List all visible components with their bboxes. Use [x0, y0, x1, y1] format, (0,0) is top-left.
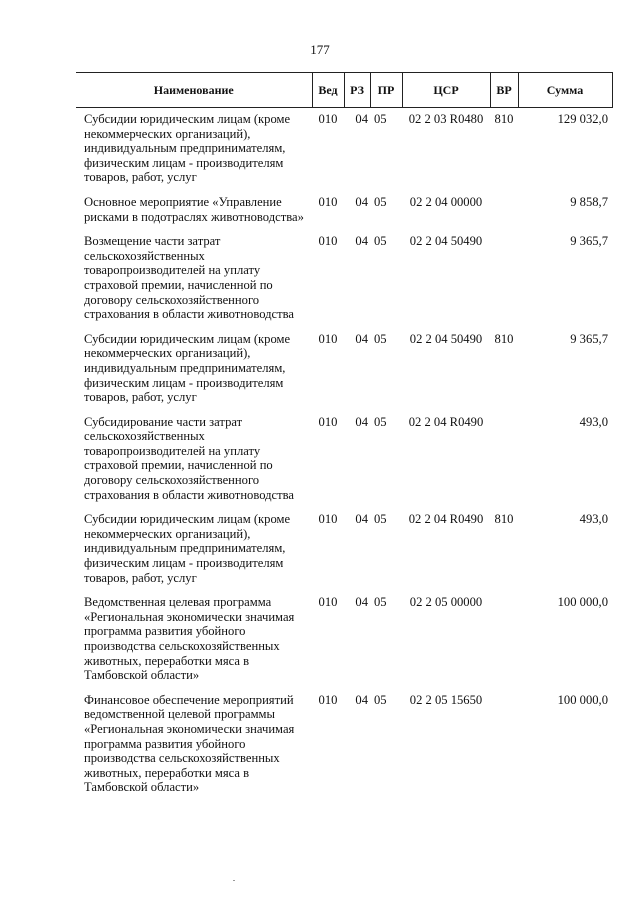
table-row: [76, 508, 612, 591]
budget-table: [76, 72, 613, 801]
row-vr: [490, 591, 518, 689]
row-csr: 02 2 04 50490: [409, 331, 483, 346]
row-vr: [490, 230, 518, 328]
row-csr: 02 2 04 R0490: [408, 414, 484, 429]
table-row: [76, 689, 612, 801]
row-ved: 010: [318, 595, 338, 610]
row-name: Возмещение части затрат сельскохозяйственных товаропроизводителей на уплату страховой премии, начисленной по договору сельскохозяйственного страхования в области животноводства: [84, 234, 295, 322]
row-csr: 02 2 04 50490: [409, 234, 483, 249]
table-row: [76, 191, 612, 230]
row-sum: 129 032,0: [557, 112, 608, 126]
row-ved: 010: [318, 234, 338, 249]
row-vr: [490, 411, 518, 509]
table-row: [76, 230, 612, 328]
row-vr: [490, 191, 518, 230]
budget-table-container: [76, 72, 612, 801]
row-ved: 010: [318, 194, 338, 209]
row-sum: 100 000,0: [557, 692, 608, 707]
row-pr: 05: [374, 512, 387, 527]
row-rz: 04: [355, 595, 368, 610]
header-vr: ВР: [490, 73, 518, 108]
row-name: Ведомственная целевая программа «Региональная экономически значимая программа развития убойного производства сельскохозяйственных животных, переработки мяса в Тамбовской области»: [84, 595, 295, 683]
row-sum: 493,0: [579, 414, 608, 429]
row-vr: 810: [494, 112, 514, 126]
row-csr: 02 2 03 R0480: [408, 112, 484, 126]
row-pr: 05: [374, 234, 387, 249]
row-sum: 100 000,0: [557, 595, 608, 610]
row-sum: 9 365,7: [570, 331, 608, 346]
table-row: [76, 411, 612, 509]
table-row: [76, 591, 612, 689]
header-csr: ЦСР: [402, 73, 490, 108]
header-row: [76, 73, 612, 108]
row-rz: 04: [355, 692, 368, 707]
table-header: [76, 73, 612, 108]
row-rz: 04: [355, 234, 368, 249]
page-number: 177: [310, 42, 330, 57]
row-pr: 05: [374, 595, 387, 610]
row-vr: 810: [494, 331, 514, 346]
row-name: Субсидии юридическим лицам (кроме некоммерческих организаций), индивидуальным предпринимателям, физическим лицам - производителям товаров, работ, услуг: [84, 331, 291, 405]
row-sum: 9 858,7: [570, 194, 608, 209]
row-name: Субсидирование части затрат сельскохозяйственных товаропроизводителей на уплату страховой премии, начисленной по договору сельскохозяйственного страхования в области животноводства: [84, 414, 295, 502]
row-name: Субсидии юридическим лицам (кроме некоммерческих организаций), индивидуальным предпринимателям, физическим лицам - производителям товаров, работ, услуг: [84, 512, 291, 585]
row-vr: 810: [494, 512, 514, 527]
row-csr: 02 2 05 00000: [409, 595, 483, 610]
row-rz: 04: [355, 512, 368, 527]
header-rz: РЗ: [344, 73, 370, 108]
header-pr: ПР: [370, 73, 402, 108]
table-row: [76, 108, 612, 191]
row-rz: 04: [355, 331, 368, 346]
header-sum: Сумма: [518, 73, 612, 108]
table-row: [76, 328, 612, 411]
row-name: Основное мероприятие «Управление рисками в подотраслях животноводства»: [84, 194, 304, 224]
row-pr: 05: [374, 112, 387, 126]
row-ved: 010: [318, 112, 338, 126]
row-csr: 02 2 04 R0490: [408, 512, 484, 527]
row-rz: 04: [355, 194, 368, 209]
row-ved: 010: [318, 512, 338, 527]
row-sum: 493,0: [579, 512, 608, 527]
scan-speck: [233, 880, 235, 881]
row-ved: 010: [318, 331, 338, 346]
row-sum: 9 365,7: [570, 234, 608, 249]
row-pr: 05: [374, 194, 387, 209]
row-ved: 010: [318, 414, 338, 429]
row-vr: [490, 689, 518, 801]
row-pr: 05: [374, 692, 387, 707]
row-name: Финансовое обеспечение мероприятий ведомственной целевой программы «Региональная экономически значимая программа развития убойного производства сельскохозяйственных животных, переработки мяса в Тамбовской области»: [84, 692, 295, 795]
row-ved: 010: [318, 692, 338, 707]
row-rz: 04: [355, 414, 368, 429]
table-body: [76, 108, 612, 801]
header-ved: Вед: [312, 73, 344, 108]
row-rz: 04: [355, 112, 368, 126]
row-pr: 05: [374, 331, 387, 346]
row-pr: 05: [374, 414, 387, 429]
row-name: Субсидии юридическим лицам (кроме некоммерческих организаций), индивидуальным предпринимателям, физическим лицам - производителям товаров, работ, услуг: [84, 112, 291, 185]
row-csr: 02 2 05 15650: [409, 692, 483, 707]
header-name: Наименование: [76, 73, 312, 108]
row-csr: 02 2 04 00000: [409, 194, 483, 209]
